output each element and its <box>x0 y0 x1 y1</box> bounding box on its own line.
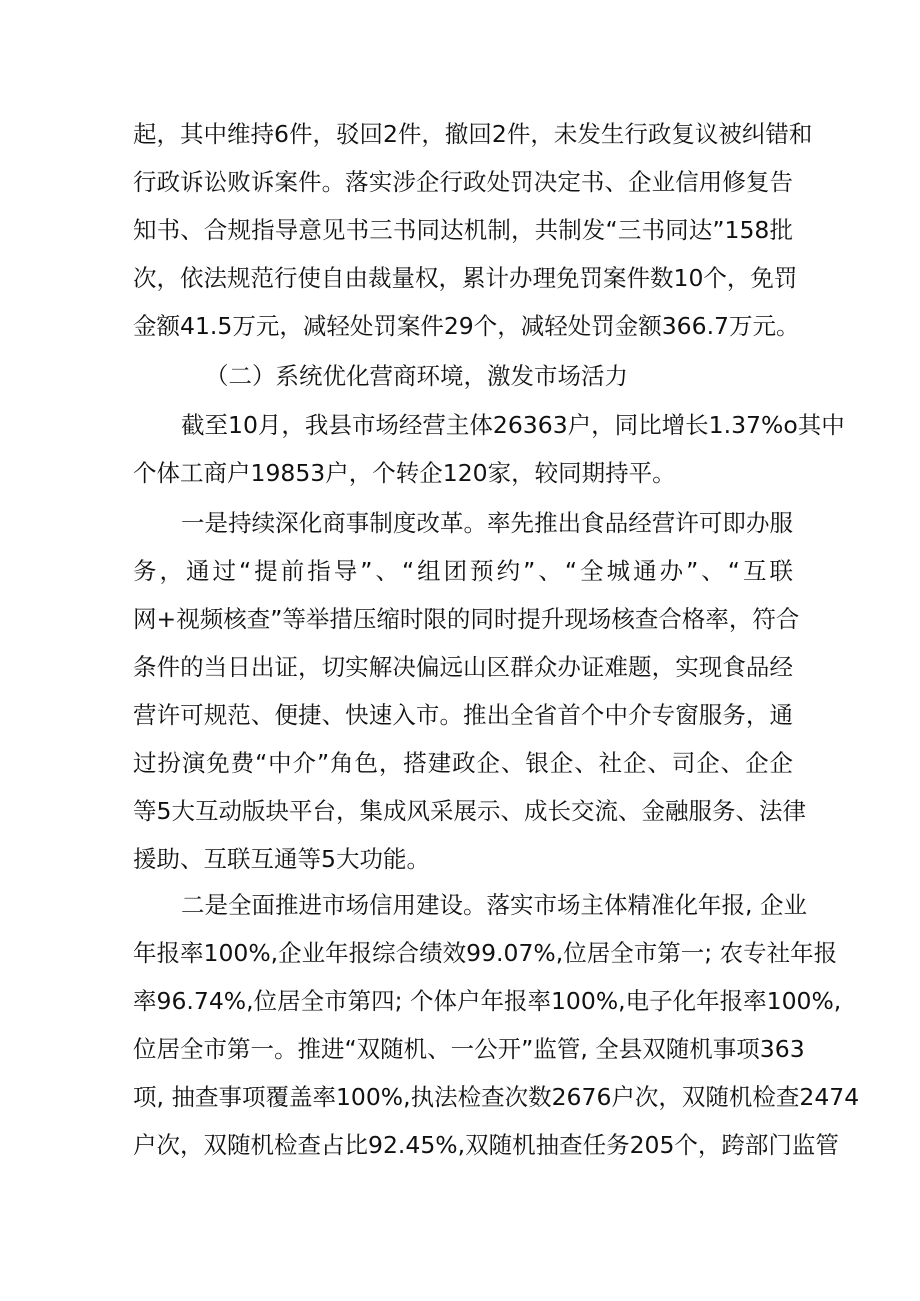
paragraph-line: 截至10月，我县市场经营主体26363户，同比增长1.37%o其中 <box>181 411 845 439</box>
paragraph-line: 率96.74%,位居全市第四; 个体户年报率100%,电子化年报率100%, <box>133 987 842 1015</box>
paragraph-line: 条件的当日出证，切实解决偏远山区群众办证难题，实现食品经 <box>133 653 793 681</box>
paragraph-line: 次，依法规范行使自由裁量权，累计办理免罚案件数10个，免罚 <box>133 264 798 292</box>
paragraph-line: 二是全面推进市场信用建设。落实市场主体精准化年报, 企业 <box>181 891 807 919</box>
paragraph-line: 起，其中维持6件，驳回2件，撤回2件，未发生行政复议被纠错和 <box>133 120 813 148</box>
paragraph-line: 个体工商户19853户，个转企120家，较同期持平。 <box>133 459 676 487</box>
paragraph-line: 等5大互动版块平台，集成风采展示、成长交流、金融服务、法律 <box>133 797 806 825</box>
paragraph-line: 营许可规范、便捷、快速入市。推出全省首个中介专窗服务，通 <box>133 701 793 729</box>
paragraph-line: 网+视频核查”等举措压缩时限的同时提升现场核查合格率，符合 <box>133 605 800 633</box>
paragraph-line: 过扮演免费“中介”角色，搭建政企、银企、社企、司企、企企 <box>133 749 793 777</box>
paragraph-line: 位居全市第一。推进“双随机、一公开”监管, 全县双随机事项363 <box>133 1035 805 1063</box>
paragraph-line: 援助、互联互通等5大功能。 <box>133 845 430 873</box>
paragraph-line: 户次，双随机检查占比92.45%,双随机抽查任务205个，跨部门监管 <box>133 1131 839 1159</box>
paragraph-line: 一是持续深化商事制度改革。率先推出食品经营许可即办服 <box>181 509 793 537</box>
paragraph-line: 务，通过“提前指导”、“组团预约”、“全城通办”、“互联 <box>133 557 793 585</box>
paragraph-line: 行政诉讼败诉案件。落实涉企行政处罚决定书、企业信用修复告 <box>133 168 793 196</box>
paragraph-line: 金额41.5万元，减轻处罚案件29个，减轻处罚金额366.7万元。 <box>133 312 800 340</box>
paragraph-line: 知书、合规指导意见书三书同达机制，共制发“三书同达”158批 <box>133 216 793 244</box>
section-heading: （二）系统优化营商环境，激发市场活力 <box>205 362 628 390</box>
paragraph-line: 项, 抽查事项覆盖率100%,执法检查次数2676户次，双随机检查2474 <box>133 1083 860 1111</box>
paragraph-line: 年报率100%,企业年报综合绩效99.07%,位居全市第一; 农专社年报 <box>133 939 838 967</box>
